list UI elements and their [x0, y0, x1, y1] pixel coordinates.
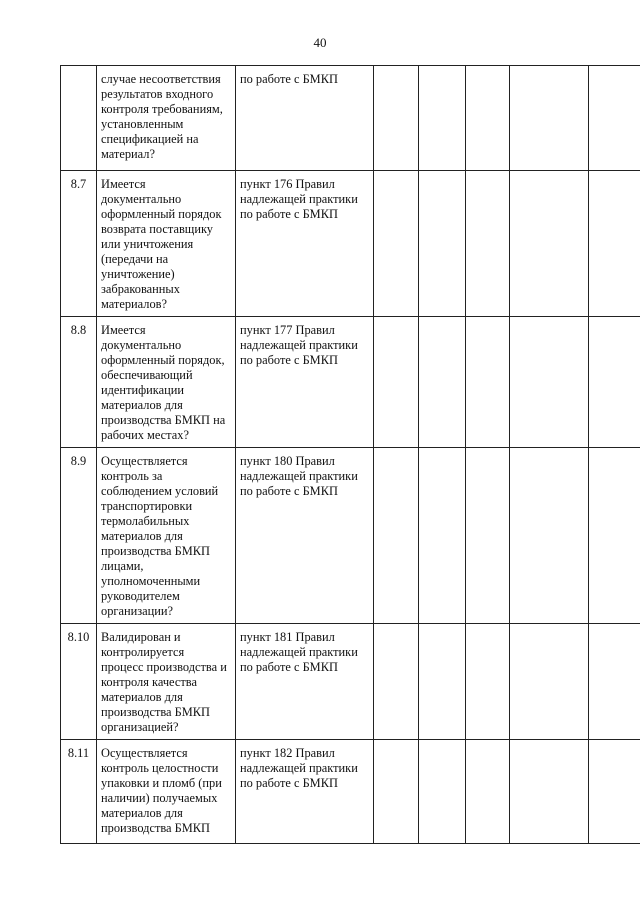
row-number: 8.10: [61, 624, 97, 740]
notes-cell: [589, 171, 640, 317]
requirement-question: случае несоответствия результатов входного контроля требованиям, установленным спецификацией на материал?: [101, 72, 223, 161]
requirement-question: Осуществляется контроль за соблюдением условий транспортировки термолабильных материалов для производства БМКП лицами, уполномоченными руководителем организации?: [101, 454, 219, 618]
legal-reference: по работе с БМКП: [240, 72, 338, 86]
answer-cell: [374, 448, 419, 624]
answer-cell: [374, 171, 419, 317]
table-row: [61, 740, 640, 844]
answer-cell: [466, 448, 510, 624]
answer-cell: [466, 171, 510, 317]
row-number: 8.11: [61, 740, 97, 844]
row-number: 8.9: [61, 448, 97, 624]
notes-cell: [589, 740, 640, 844]
answer-cell: [466, 624, 510, 740]
answer-cell: [510, 317, 589, 448]
table-row: [61, 317, 640, 448]
answer-cell: [510, 740, 589, 844]
legal-reference: пункт 177 Правил надлежащей практики по работе с БМКП: [240, 323, 358, 367]
answer-cell: [419, 66, 466, 171]
requirement-question: Имеется документально оформленный порядок возврата поставщику или уничтожения (передачи на уничтожение) забракованных материалов?: [101, 177, 222, 311]
requirement-question: Имеется документально оформленный порядок, обеспечивающий идентификации материалов для производства БМКП на рабочих местах?: [101, 323, 226, 442]
notes-cell: [589, 66, 640, 171]
answer-cell: [374, 624, 419, 740]
answer-cell: [510, 171, 589, 317]
table-row: [61, 171, 640, 317]
row-number: [61, 66, 97, 171]
legal-reference: пункт 176 Правил надлежащей практики по работе с БМКП: [240, 177, 358, 221]
answer-cell: [466, 740, 510, 844]
table-row: [61, 66, 640, 171]
answer-cell: [374, 740, 419, 844]
answer-cell: [419, 740, 466, 844]
answer-cell: [374, 317, 419, 448]
requirement-question: Осуществляется контроль целостности упаковки и пломб (при наличии) получаемых материалов для производства БМКП: [101, 746, 222, 835]
legal-reference: пункт 181 Правил надлежащей практики по работе с БМКП: [240, 630, 358, 674]
answer-cell: [510, 66, 589, 171]
notes-cell: [589, 624, 640, 740]
answer-cell: [419, 448, 466, 624]
checklist-table: [60, 65, 640, 844]
table-row: [61, 624, 640, 740]
answer-cell: [466, 66, 510, 171]
legal-reference: пункт 180 Правил надлежащей практики по работе с БМКП: [240, 454, 358, 498]
answer-cell: [419, 171, 466, 317]
row-number: 8.7: [61, 171, 97, 317]
notes-cell: [589, 448, 640, 624]
answer-cell: [510, 624, 589, 740]
row-number: 8.8: [61, 317, 97, 448]
requirement-question: Валидирован и контролируется процесс производства и контроля качества материалов для производства БМКП организацией?: [101, 630, 227, 734]
legal-reference: пункт 182 Правил надлежащей практики по работе с БМКП: [240, 746, 358, 790]
notes-cell: [589, 317, 640, 448]
answer-cell: [419, 317, 466, 448]
answer-cell: [510, 448, 589, 624]
page-number: 40: [313, 35, 327, 50]
table-row: [61, 448, 640, 624]
answer-cell: [374, 66, 419, 171]
answer-cell: [466, 317, 510, 448]
answer-cell: [419, 624, 466, 740]
